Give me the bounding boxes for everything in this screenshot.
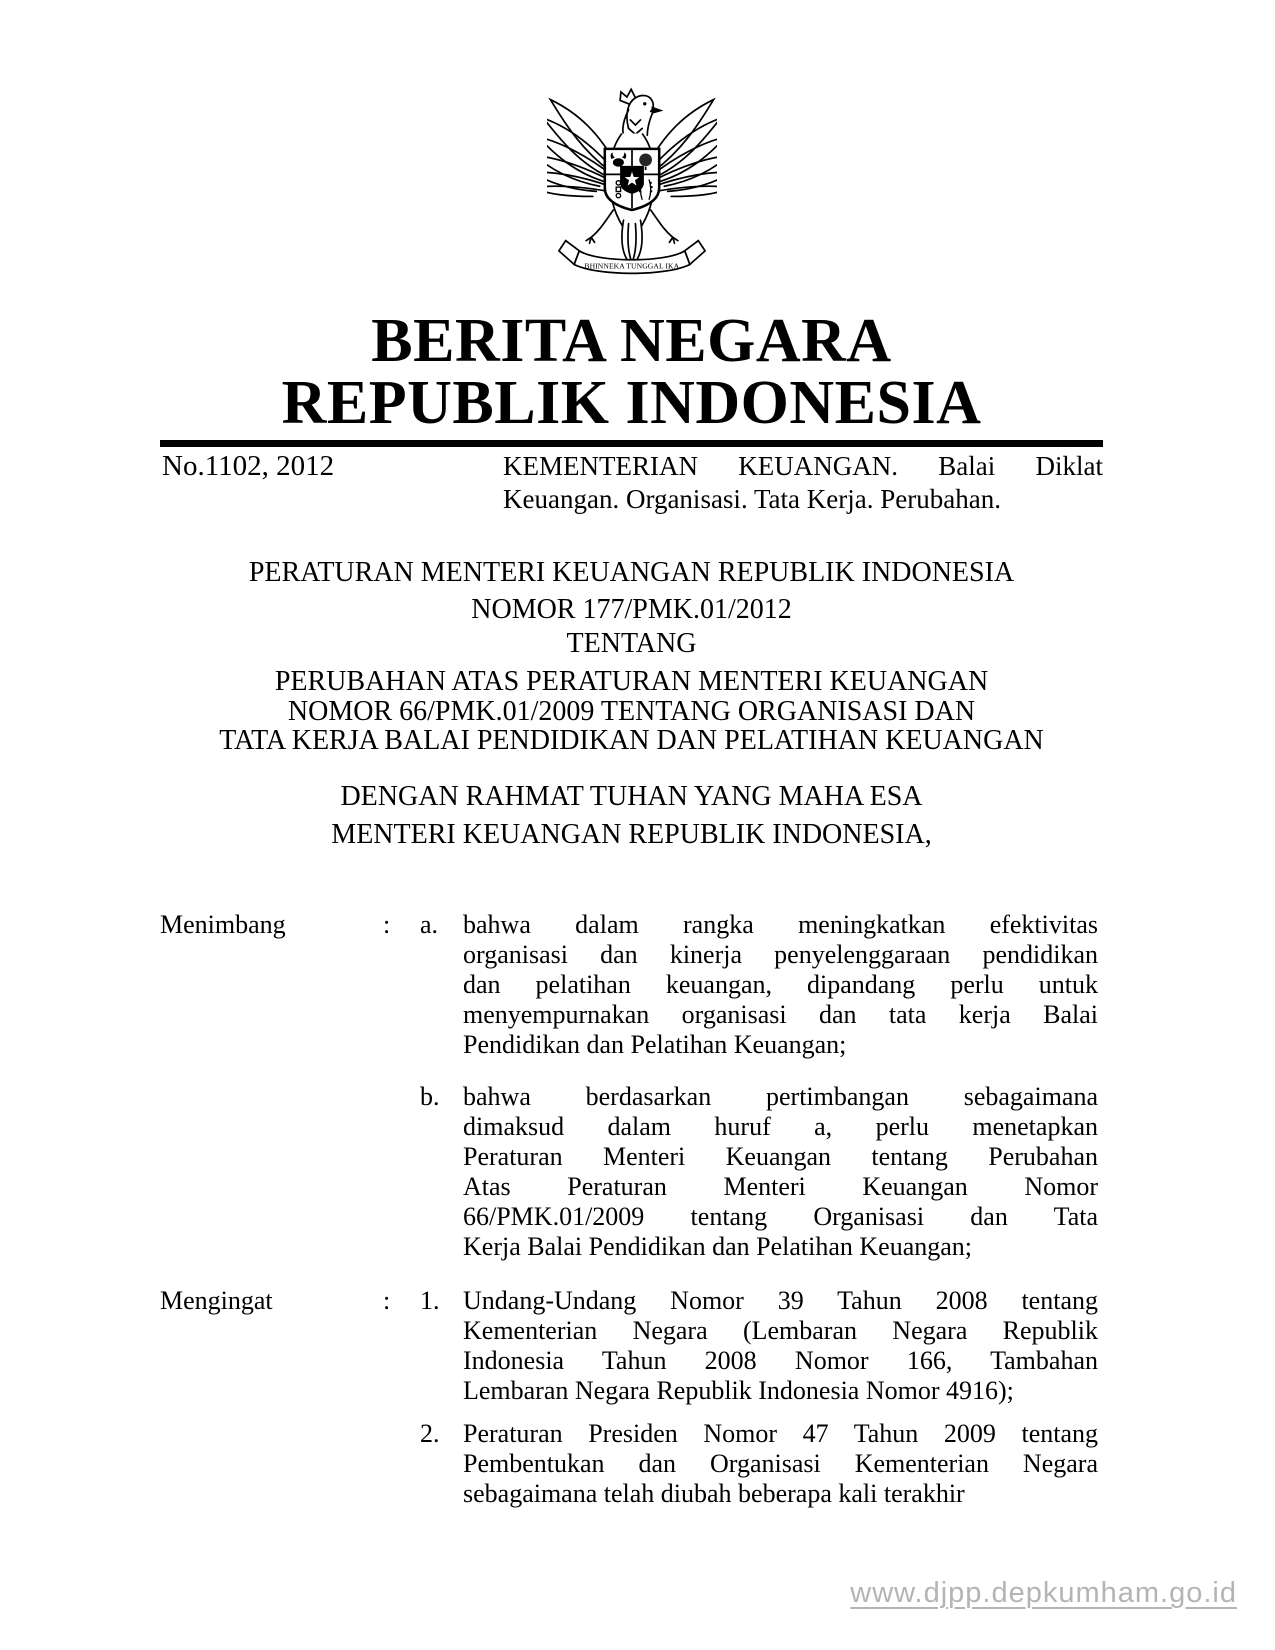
gazette-number: No.1102, 2012 (162, 450, 335, 482)
regulation-subject-line-1: PERUBAHAN ATAS PERATURAN MENTERI KEUANGAN (274, 666, 989, 697)
considering-label: Menimbang (160, 910, 286, 939)
item-marker: 1. (420, 1286, 440, 1315)
remembering-item-1 (420, 1286, 1103, 1406)
item-text: Undang-Undang Nomor 39 Tahun 2008 tentang Kementerian Negara (Lembaran Negara Republik Indonesia Tahun 2008 Nomor 166, Tambahan Lembaran Negara Republik Indonesia Nomor 4916); (463, 1286, 1098, 1405)
item-text: bahwa dalam rangka meningkatkan efektivitas organisasi dan kinerja penyelenggaraan pendidikan dan pelatihan keuangan, dipandang perlu untuk menyempurnakan organisasi dan tata kerja Balai Pendidikan dan Pelatihan Keuangan; (463, 910, 1098, 1059)
masthead-divider-rule (160, 440, 1103, 447)
item-marker: a. (420, 910, 439, 939)
regulation-tentang-line: TENTANG (566, 628, 697, 659)
item-marker: b. (420, 1082, 440, 1111)
gazette-subject-line-2: Keuangan. Organisasi. Tata Kerja. Perubahan. (503, 484, 1001, 514)
item-marker: 2. (420, 1419, 440, 1448)
regulation-subject-line-3: TATA KERJA BALAI PENDIDIKAN DAN PELATIHAN KEUANGAN (219, 725, 1044, 756)
garuda-pancasila-icon (547, 84, 717, 280)
masthead-title-line-1: BERITA NEGARA (371, 307, 892, 375)
gazette-subject-line-1: KEMENTERIAN KEUANGAN. Balai Diklat (503, 451, 1103, 481)
remembering-colon: : (383, 1286, 391, 1315)
remembering-section (160, 1286, 1103, 1509)
regulation-number-line: NOMOR 177/PMK.01/2012 (471, 594, 792, 625)
regulation-title-line: PERATURAN MENTERI KEUANGAN REPUBLIK INDONESIA (248, 557, 1015, 588)
masthead-title (160, 307, 1103, 437)
watermark-url: www.djpp.depkumham.go.id (850, 1577, 1237, 1609)
authority-line: MENTERI KEUANGAN REPUBLIK INDONESIA, (331, 819, 932, 850)
considering-section (160, 910, 1103, 1262)
considering-item-a (420, 910, 1103, 1060)
item-text: bahwa berdasarkan pertimbangan sebagaimana dimaksud dalam huruf a, perlu menetapkan Peraturan Menteri Keuangan tentang Perubahan Atas Peraturan Menteri Keuangan Nomor 66/PMK.01/2009 tentang Organisasi dan Tata Kerja Balai Pendidikan dan Pelatihan Keuangan; (463, 1082, 1098, 1261)
preamble (160, 910, 1103, 1509)
gazette-subject (503, 450, 1103, 516)
emblem-motto: BHINNEKA TUNGGAL IKA (584, 261, 680, 271)
masthead-title-line-2: REPUBLIK INDONESIA (281, 369, 982, 437)
item-text: Peraturan Presiden Nomor 47 Tahun 2009 tentang Pembentukan dan Organisasi Kementerian Negara sebagaimana telah diubah beberapa kali terakhir (463, 1419, 1098, 1508)
considering-item-b (420, 1082, 1103, 1262)
regulation-subject-line-2: NOMOR 66/PMK.01/2009 TENTANG ORGANISASI DAN (287, 696, 976, 727)
remembering-item-2 (420, 1419, 1103, 1509)
invocation-line: DENGAN RAHMAT TUHAN YANG MAHA ESA (340, 781, 923, 812)
considering-colon: : (383, 910, 391, 939)
remembering-label: Mengingat (160, 1286, 273, 1315)
